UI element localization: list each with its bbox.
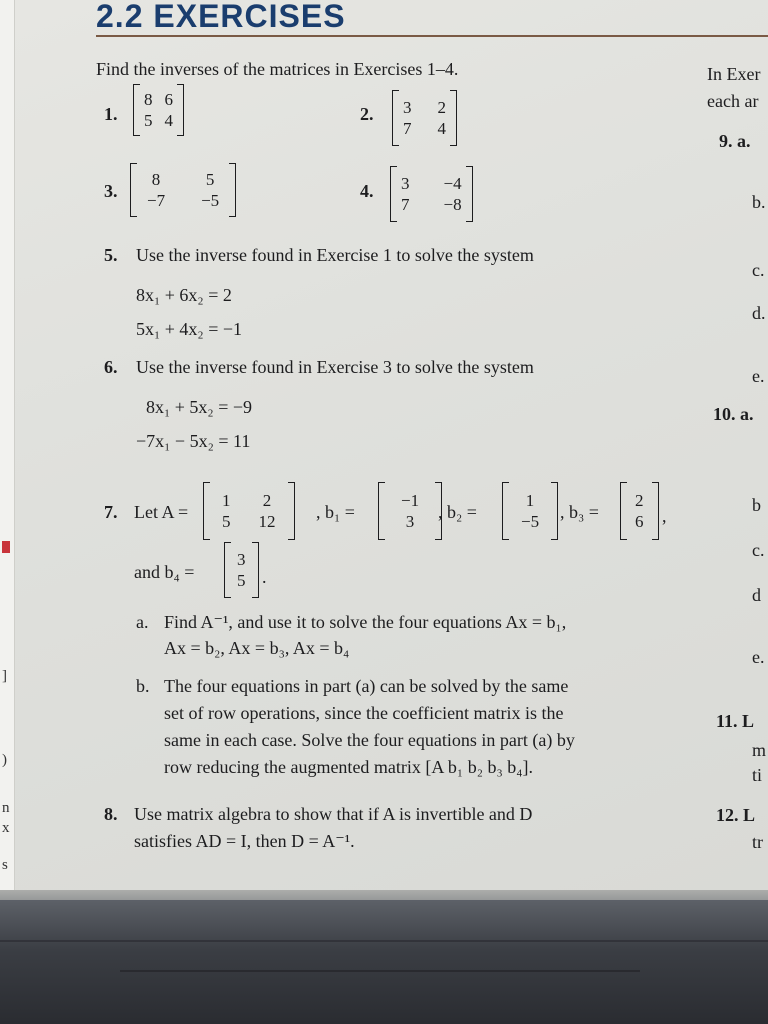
right-column-text: c. bbox=[752, 540, 765, 560]
edge-glyph: s bbox=[2, 857, 8, 873]
equation: 8x₁ + 5x₂ = −9 bbox=[146, 397, 253, 417]
instructions: Find the inverses of the matrices in Exercises 1–4. bbox=[96, 59, 459, 79]
edge-glyph: x bbox=[2, 820, 10, 836]
exercise-text: Use matrix algebra to show that if A is invertible and D bbox=[134, 804, 533, 824]
keyboard-edge bbox=[0, 940, 768, 942]
part-text: set of row operations, since the coefficient matrix is the bbox=[164, 703, 564, 723]
part-text: same in each case. Solve the four equations in part (a) by bbox=[164, 730, 575, 750]
right-column-text: e. bbox=[752, 647, 765, 667]
part-label: b. bbox=[136, 676, 150, 696]
right-column-text: ti bbox=[752, 765, 763, 785]
right-column-text: b bbox=[752, 495, 761, 515]
part-text: row reducing the augmented matrix [A b₁ b₂ b₃ b₄]. bbox=[164, 757, 534, 777]
right-column-text: 11. L bbox=[716, 711, 755, 731]
exercise-number: 2. bbox=[360, 104, 374, 124]
punctuation: , bbox=[662, 506, 667, 526]
vector-b3: 2 6 bbox=[620, 482, 659, 540]
exercise-text: satisfies AD = I, then D = A⁻¹. bbox=[134, 831, 355, 851]
part-text: Find A⁻¹, and use it to solve the four equations Ax = b₁, bbox=[164, 612, 567, 632]
exercise-number: 4. bbox=[360, 181, 374, 201]
part-text: The four equations in part (a) can be solved by the same bbox=[164, 676, 569, 696]
right-column-text: c. bbox=[752, 260, 765, 280]
exercise-text: Use the inverse found in Exercise 3 to solve the system bbox=[136, 357, 534, 377]
right-column-text: In Exer bbox=[707, 64, 761, 84]
edge-glyph: n bbox=[2, 800, 10, 816]
exercise-number: 8. bbox=[104, 804, 118, 824]
matrix-ex2: 3 2 7 4 bbox=[392, 90, 457, 146]
vector-b1: −1 3 bbox=[378, 482, 442, 540]
matrix-ex3: 8 5 −7 −5 bbox=[130, 163, 236, 217]
section-title: 2.2 EXERCISES bbox=[96, 0, 346, 34]
edge-glyph: ) bbox=[2, 752, 7, 768]
laptop-keyboard-area bbox=[0, 900, 768, 1024]
exercise-text: Let A = bbox=[134, 502, 189, 522]
edge-glyph: ] bbox=[2, 668, 7, 684]
header-rule bbox=[96, 35, 768, 37]
equation: −7x₁ − 5x₂ = 11 bbox=[136, 431, 251, 451]
equation: 5x₁ + 4x₂ = −1 bbox=[136, 319, 243, 339]
exercise-number: 1. bbox=[104, 104, 118, 124]
matrix-ex4: 3 −4 7 −8 bbox=[390, 166, 473, 222]
equation: 8x₁ + 6x₂ = 2 bbox=[136, 285, 232, 305]
right-column-text: e. bbox=[752, 366, 765, 386]
vector-label: , b₂ = bbox=[438, 502, 477, 522]
right-column-text: m bbox=[752, 740, 767, 760]
right-column-text: 10. a. bbox=[713, 404, 754, 424]
exercise-number: 5. bbox=[104, 245, 118, 265]
red-tab-mark bbox=[2, 541, 10, 553]
keyboard-edge bbox=[120, 970, 640, 972]
right-column-text: tr bbox=[752, 832, 763, 852]
right-column-text: each ar bbox=[707, 91, 759, 111]
right-column-text: d. bbox=[752, 303, 766, 323]
exercise-text: and b₄ = bbox=[134, 562, 195, 582]
part-label: a. bbox=[136, 612, 149, 632]
right-column-text: 9. a. bbox=[719, 131, 751, 151]
exercise-text: Use the inverse found in Exercise 1 to solve the system bbox=[136, 245, 534, 265]
exercise-number: 3. bbox=[104, 181, 118, 201]
vector-b4: 3 5 bbox=[224, 542, 259, 598]
right-column-text: d bbox=[752, 585, 761, 605]
part-text: Ax = b₂, Ax = b₃, Ax = b₄ bbox=[164, 638, 350, 658]
right-column-text: 12. L bbox=[716, 805, 756, 825]
matrix-A: 1 2 5 12 bbox=[203, 482, 295, 540]
right-column-text: b. bbox=[752, 192, 766, 212]
vector-b2: 1 −5 bbox=[502, 482, 558, 540]
matrix-ex1: 8 6 5 4 bbox=[133, 84, 184, 136]
vector-label: , b₃ = bbox=[560, 502, 599, 522]
punctuation: . bbox=[262, 567, 267, 587]
exercise-number: 6. bbox=[104, 357, 118, 377]
vector-label: , b₁ = bbox=[316, 502, 355, 522]
exercise-number: 7. bbox=[104, 502, 118, 522]
